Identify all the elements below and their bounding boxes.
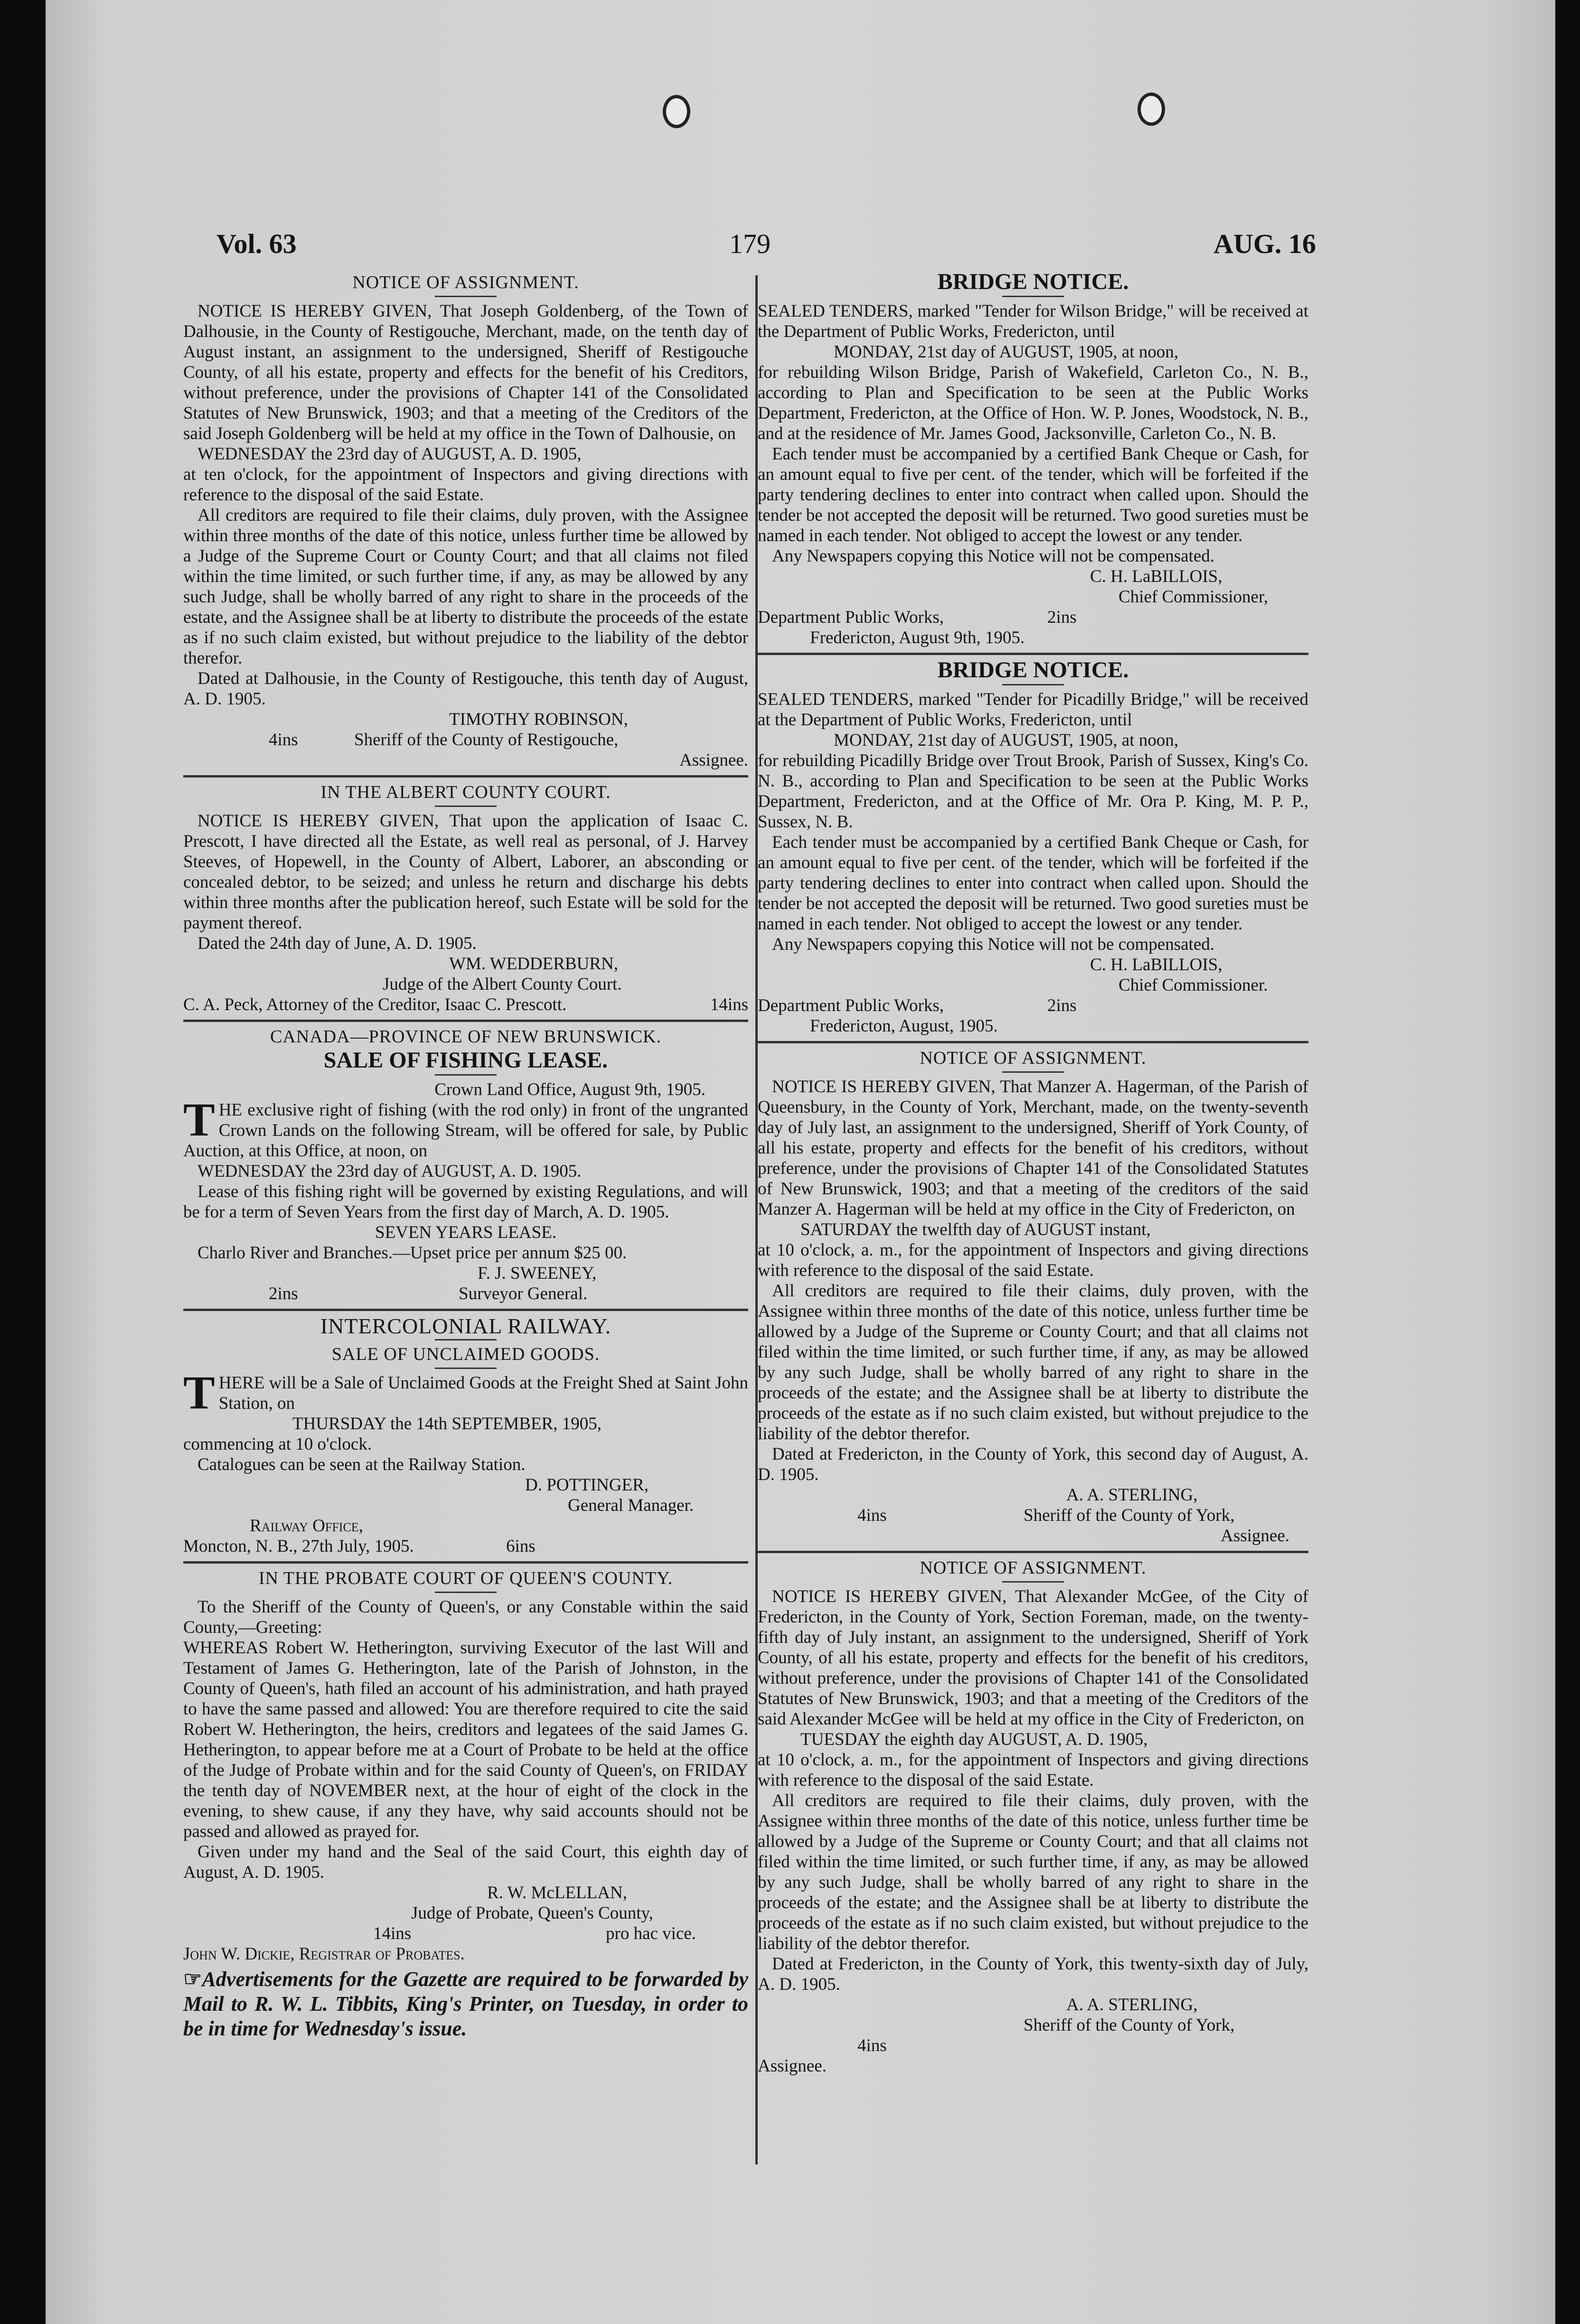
notice-ins: 2ins xyxy=(1047,608,1077,627)
notice-dept-line xyxy=(758,995,1308,1016)
notice-meeting: MONDAY, 21st day of AUGUST, 1905, at noon, xyxy=(834,342,1178,362)
notice-body-2: Lease of this fishing right will be governed by existing Regulations, and will be for a term of Seven Years from the first day of March, A. D. 1905. xyxy=(183,1182,748,1222)
notice-title: IN THE ALBERT COUNTY COURT. xyxy=(320,782,611,802)
notice-attorney: C. A. Peck, Attorney of the Creditor, Isaac C. Prescott. xyxy=(183,995,567,1014)
notice-body: NOTICE IS HEREBY GIVEN, That Alexander McGee, of the City of Fredericton, in the County of York, Section Foreman, made, on the twenty-fifth day of July instant, an assignment to the undersigned, Sheriff of York County, of all his estate, property and effects for the benefit of his creditors, without preference, under the provisions of Chapter 141 of the Consolidated Statutes of New Brunswick, 1903; and that a meeting of the Creditors of the said Alexander McGee will be held at my office in the City of Fredericton, on xyxy=(758,1587,1308,1729)
notice-signer: F. J. SWEENEY, xyxy=(478,1264,597,1283)
notice-body: HE exclusive right of fishing (with the rod only) in front of the ungranted Crown Lands on the following Stream, will be offered for sale, by Public Auction, at this Office, at noon, on xyxy=(183,1100,748,1161)
notice-signer: TIMOTHY ROBINSON, xyxy=(449,710,628,729)
header-page-number: 179 xyxy=(729,228,771,259)
drop-cap: T xyxy=(183,1093,215,1146)
notice-title: INTERCOLONIAL RAILWAY. xyxy=(320,1314,611,1338)
notice-intercolonial-railway xyxy=(183,1316,748,1564)
notice-body-2: commencing at 10 o'clock. xyxy=(183,1434,372,1454)
gazette-page xyxy=(46,0,1555,2324)
notice-dept-line xyxy=(758,607,1308,628)
notice-ins: 2ins xyxy=(269,1284,298,1303)
header-date: AUG. 16 xyxy=(1213,228,1316,259)
notice-office: Crown Land Office, August 9th, 1905. xyxy=(434,1080,705,1099)
notice-role: Sheriff of the County of York, xyxy=(1024,2015,1235,2035)
notice-body: NOTICE IS HEREBY GIVEN, That Joseph Goldenberg, of the Town of Dalhousie, in the County of Restigouche, Merchant, made, on the tenth day of August instant, an assignment to the undersigned, Sheriff of Restigouche County, of all his estate, property and effects for the benefit of his Creditors, without preference, under the provisions of Chapter 141 of the Consolidated Statutes of New Brunswick, 1903; and that a meeting of the Creditors of the said Joseph Goldenberg will be held at my office in the Town of Dalhousie, on xyxy=(183,301,748,443)
notice-role: General Manager. xyxy=(568,1496,694,1515)
notice-body-4: Any Newspapers copying this Notice will not be compensated. xyxy=(772,935,1214,954)
notice-body-2: at 10 o'clock, a. m., for the appointment of Inspectors and giving directions with reference to the disposal of the said Estate. xyxy=(758,1750,1308,1790)
notice-assignment-goldenberg xyxy=(183,272,748,778)
notice-role: Chief Commissioner. xyxy=(1119,975,1268,995)
notice-place-line xyxy=(183,1536,748,1556)
title-rule xyxy=(435,806,497,807)
notice-sign-line xyxy=(183,1284,748,1304)
title-rule xyxy=(1002,1071,1064,1073)
notice-sign-line xyxy=(183,1923,748,1944)
notice-title: CANADA—PROVINCE OF NEW BRUNSWICK. xyxy=(270,1027,661,1047)
notice-meeting: SATURDAY the twelfth day of AUGUST instant, xyxy=(800,1220,1151,1239)
notice-role-2: Assignee. xyxy=(758,2056,827,2076)
notice-fishing-lease xyxy=(183,1027,748,1311)
notice-body-3: Catalogues can be seen at the Railway Station. xyxy=(198,1455,526,1474)
notice-body-2: for rebuilding Wilson Bridge, Parish of Wakefield, Carleton Co., N. B., according to Plan and Specification to be seen at the Public Works Department, Fredericton, at the Office of Hon. W. P. Jones, Woodstock, N. B., and at the residence of Mr. James Good, Jacksonville, Carleton Co., N. B. xyxy=(758,363,1308,443)
notice-signer: A. A. STERLING, xyxy=(1066,1995,1198,2015)
notice-role: Judge of Probate, Queen's County, xyxy=(411,1903,653,1923)
notice-albert-county-court xyxy=(183,782,748,1022)
title-rule xyxy=(435,1074,497,1076)
notice-sign-line xyxy=(758,2035,1308,2076)
title-rule xyxy=(1002,296,1064,297)
notice-ins: 6ins xyxy=(506,1537,536,1556)
notice-role: Sheriff of the County of York, xyxy=(1024,1506,1235,1525)
title-rule xyxy=(435,1339,497,1340)
drop-cap: T xyxy=(183,1366,215,1419)
notice-ins: 4ins xyxy=(269,730,298,750)
notice-dept: Department Public Works, xyxy=(758,608,944,627)
notice-dept: Department Public Works, xyxy=(758,996,944,1015)
notice-bridge-picadilly xyxy=(758,657,1308,1043)
notice-body: NOTICE IS HEREBY GIVEN, That upon the application of Isaac C. Prescott, I have directed all the Estate, as well real as personal, of J. Harvey Steeves, of Hopewell, in the County of Albert, Laborer, an absconding or concealed debtor, to be seized; and unless he return and discharge his debts within three months after the publication hereof, such Estate will be sold for the payment thereof. xyxy=(183,811,748,933)
advertisement-notice xyxy=(183,1967,748,2041)
notice-body-4: Any Newspapers copying this Notice will not be compensated. xyxy=(772,546,1214,566)
notice-title: NOTICE OF ASSIGNMENT. xyxy=(920,1558,1147,1578)
notice-signer: D. POTTINGER, xyxy=(525,1475,649,1495)
notice-probate-court xyxy=(183,1568,748,2046)
notice-role: Chief Commissioner, xyxy=(1119,587,1269,607)
notice-subtitle: SALE OF UNCLAIMED GOODS. xyxy=(331,1344,600,1364)
notice-body: SEALED TENDERS, marked "Tender for Picadilly Bridge," will be received at the Department of Public Works, Fredericton, until xyxy=(758,690,1308,730)
notice-meeting: THURSDAY the 14th SEPTEMBER, 1905, xyxy=(292,1414,602,1434)
notice-signer: R. W. McLELLAN, xyxy=(487,1883,627,1902)
notice-body-3: Each tender must be accompanied by a certified Bank Cheque or Cash, for an amount equal to five per cent. of the tender, which will be forfeited if the party tendering declines to enter into contract when called upon. Should the tender be not accepted the deposit will be returned. Two good sureties must be named in each tender. Not obliged to accept the lowest or any tender. xyxy=(758,444,1308,545)
notice-address: To the Sheriff of the County of Queen's, or any Constable within the said County,—Greeting: xyxy=(183,1597,748,1637)
notice-ins: 14ins xyxy=(373,1924,412,1943)
notice-ins: 2ins xyxy=(1047,996,1077,1015)
subtitle-rule xyxy=(435,1368,497,1369)
notice-ins: 4ins xyxy=(857,1506,887,1525)
notice-registrar: John W. Dickie, Registrar of Probates. xyxy=(183,1944,465,1964)
pointing-hand-icon: ☞ xyxy=(183,1968,202,1991)
notice-role-2: Assignee. xyxy=(679,750,748,770)
notice-lease: SEVEN YEARS LEASE. xyxy=(375,1223,556,1242)
advertisement-text: Advertisements for the Gazette are required to be forwarded by Mail to R. W. L. Tibbits, King's Printer, on Tuesday, in order to be in time for Wednesday's issue. xyxy=(183,1968,748,2040)
notice-body: HERE will be a Sale of Unclaimed Goods at the Freight Shed at Saint John Station, on xyxy=(218,1373,748,1413)
notice-river: Charlo River and Branches.—Upset price per annum $25 00. xyxy=(198,1243,627,1263)
notice-role: Surveyor General. xyxy=(459,1284,588,1303)
notice-signer: C. H. LaBILLOIS, xyxy=(1090,955,1223,975)
notice-title: BRIDGE NOTICE. xyxy=(937,269,1129,294)
notice-sign-line xyxy=(758,1505,1308,1526)
notice-office: Railway Office, xyxy=(250,1516,363,1536)
notice-body-3: All creditors are required to file their claims, duly proven, with the Assignee within three months of the date of this notice, unless further time be allowed by a Judge of the Supreme or County Court; and that all claims not filed within the time limited, or such further time, if any, as may be allowed by any such Judge, shall be wholly barred of any right to share in the proceeds of the estate; and the Assignee shall be at liberty to distribute the proceeds of the estate as if no such claim existed, but without prejudice to the liability of the debtor therefor. xyxy=(758,1281,1308,1443)
notice-place: Fredericton, August, 1905. xyxy=(810,1016,998,1036)
notice-dated: Dated the 24th day of June, A. D. 1905. xyxy=(198,934,477,953)
notice-body: WHEREAS Robert W. Hetherington, surviving Executor of the last Will and Testament of James G. Hetherington, late of the Parish of Johnston, in the County of Queen's, hath filed an account of his administration, and hath prayed to have the same passed and allowed: You are therefore required to cite the said Robert W. Hetherington, the heirs, creditors and legatees of the said James G. Hetherington, to appear before me at a Court of Probate to be held at the office of the Judge of Probate within and for the said County of Queen's, on FRIDAY the tenth day of NOVEMBER next, at the hour of eight of the clock in the evening, to shew cause, if any they have, why said accounts should not be passed and allowed as prayed for. xyxy=(183,1638,748,1841)
notice-attorney-line xyxy=(183,994,748,1015)
notice-body: NOTICE IS HEREBY GIVEN, That Manzer A. Hagerman, of the Parish of Queensbury, in the County of York, Merchant, made, on the twenty-seventh day of July last, an assignment to the undersigned, Sheriff of York County, of all his estate, property and effects for the benefit of his creditors, without preference, under the provisions of Chapter 141 of the Consolidated Statutes of New Brunswick, 1903; and that a meeting of the creditors of the said Manzer A. Hagerman will be held at my office in the City of Fredericton, on xyxy=(758,1077,1308,1219)
right-column xyxy=(758,271,1308,2086)
notice-body-3: All creditors are required to file their claims, duly proven, with the Assignee within three months of the date of this notice, unless further time be allowed by a Judge of the Supreme Court or County Court; and that all claims not filed within the time limited, or such further time, if any, as may be allowed by any such Judge, shall be wholly barred of any right to share in the proceeds of the estate, and the Assignee shall be at liberty to distribute the proceeds of the estate as if no such claim existed, but without prejudice to the liability of the debtor therefor. xyxy=(183,506,748,668)
notice-ins: 4ins xyxy=(857,2036,887,2055)
notice-role: Sheriff of the County of Restigouche, xyxy=(354,730,619,750)
title-rule xyxy=(1002,1581,1064,1583)
notice-subtitle: SALE OF FISHING LEASE. xyxy=(323,1048,608,1073)
notice-signer: A. A. STERLING, xyxy=(1066,1485,1198,1505)
notice-body-3: Each tender must be accompanied by a certified Bank Cheque or Cash, for an amount equal to five per cent. of the tender, which will be forfeited if the party tendering declines to enter into contract when called upon. Should the tender be not accepted the deposit will be returned. Two good sureties must be named in each tender. Not obliged to accept the lowest or any tender. xyxy=(758,833,1308,934)
notice-place: Fredericton, August 9th, 1905. xyxy=(810,628,1025,647)
notice-dated: Dated at Fredericton, in the County of York, this second day of August, A. D. 1905. xyxy=(758,1444,1308,1484)
notice-body-2: for rebuilding Picadilly Bridge over Trout Brook, Parish of Sussex, King's Co. N. B., according to Plan and Specification to be seen at the Public Works Department, Fredericton, and at the Office of Mr. Ora P. King, M. P. P., Sussex, N. B. xyxy=(758,751,1308,832)
notice-title: BRIDGE NOTICE. xyxy=(937,657,1129,683)
notice-assignment-hagerman xyxy=(758,1048,1308,1553)
notice-title: NOTICE OF ASSIGNMENT. xyxy=(920,1048,1147,1068)
notice-dated: Dated at Dalhousie, in the County of Restigouche, this tenth day of August, A. D. 1905. xyxy=(183,669,748,709)
notice-body-3: All creditors are required to file their claims, duly proven, with the Assignee within three months of the date of this notice, unless further time be allowed by a Judge of the Supreme or County Court; and that all claims not filed within the time limited, or such further time, if any, as may be allowed by any such Judge, shall be wholly barred of any right to share in the proceeds of the estate; and the Assignee shall be at liberty to distribute the proceeds of the estate as if no such claim existed, but without prejudice to the liability of the debtor therefor. xyxy=(758,1791,1308,1953)
notice-dated: Given under my hand and the Seal of the said Court, this eighth day of August, A. D. 1905. xyxy=(183,1842,748,1882)
notice-role-2: pro hac vice. xyxy=(606,1924,696,1943)
notice-title: IN THE PROBATE COURT OF QUEEN'S COUNTY. xyxy=(258,1568,673,1588)
notice-sign-line xyxy=(183,730,748,750)
notice-place: Moncton, N. B., 27th July, 1905. xyxy=(183,1537,414,1556)
notice-meeting: WEDNESDAY the 23rd day of AUGUST, A. D. 1905. xyxy=(198,1162,582,1181)
notice-meeting: TUESDAY the eighth day AUGUST, A. D. 1905, xyxy=(800,1730,1148,1749)
notice-assignment-mcgee xyxy=(758,1558,1308,2081)
notice-ins: 14ins xyxy=(710,995,748,1014)
notice-body-2: at ten o'clock, for the appointment of Inspectors and giving directions with reference to the disposal of the said Estate. xyxy=(183,465,748,505)
notice-meeting: WEDNESDAY the 23rd day of AUGUST, A. D. 1905, xyxy=(198,444,582,464)
notice-role: Judge of the Albert County Court. xyxy=(383,975,622,994)
notice-body: SEALED TENDERS, marked "Tender for Wilson Bridge," will be received at the Department of Public Works, Fredericton, until xyxy=(758,301,1308,341)
notice-title: NOTICE OF ASSIGNMENT. xyxy=(352,272,579,292)
notice-signer: C. H. LaBILLOIS, xyxy=(1090,567,1223,586)
notice-role-2: Assignee. xyxy=(1221,1526,1289,1546)
notice-signer: WM. WEDDERBURN, xyxy=(449,954,618,974)
title-rule xyxy=(435,296,497,297)
notice-dated: Dated at Fredericton, in the County of York, this twenty-sixth day of July, A. D. 1905. xyxy=(758,1954,1308,1994)
punch-hole-right xyxy=(1138,93,1165,126)
title-rule xyxy=(1002,684,1064,685)
punch-hole-left xyxy=(663,95,690,128)
notice-meeting: MONDAY, 21st day of AUGUST, 1905, at noon, xyxy=(834,731,1178,750)
notice-body-2: at 10 o'clock, a. m., for the appointment of Inspectors and giving directions with reference to the disposal of the said Estate. xyxy=(758,1240,1308,1280)
header-volume: Vol. 63 xyxy=(216,228,297,259)
title-rule xyxy=(435,1592,497,1593)
left-column xyxy=(183,271,748,2051)
notice-bridge-wilson xyxy=(758,269,1308,655)
